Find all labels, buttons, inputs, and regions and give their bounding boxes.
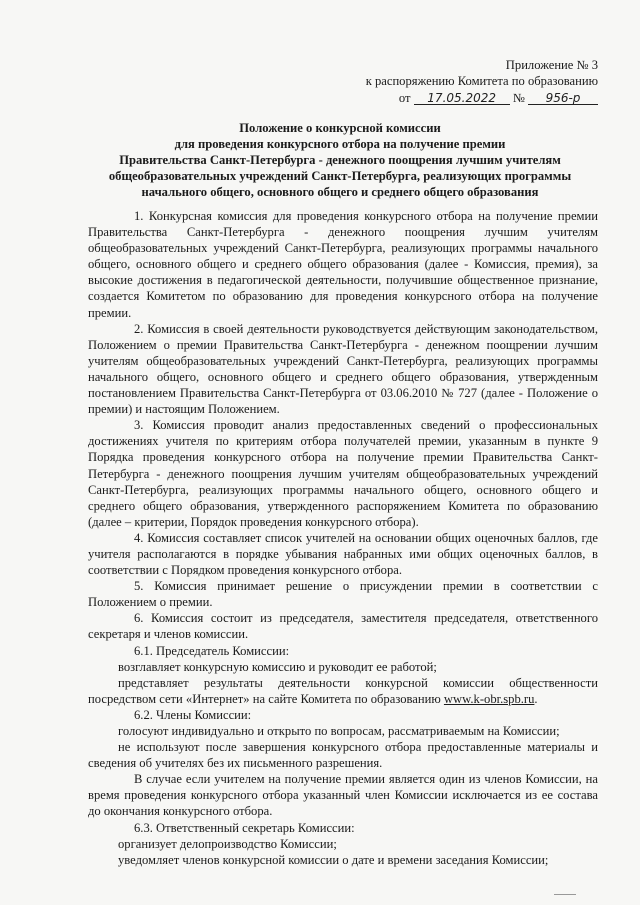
appendix-label: Приложение № 3: [505, 58, 598, 72]
number-label: №: [512, 91, 525, 105]
paragraph-2: 2. Комиссия в своей деятельности руководствуется действующим законодательством, Положением о премии Правительства Санкт-Петербурга - денежном поощрении лучшим учителям общеобразовательных учреждений Санкт-Петербурга, реализующих программы начального общего, основного общего и среднего общего образования, утвержденным постановлением Правительства Санкт-Петербурга от 03.06.2010 № 727 (далее - Положение о премии) и настоящим Положением.: [88, 321, 598, 417]
paragraph-6-2: 6.2. Члены Комиссии:: [134, 707, 252, 722]
paragraph-4: 4. Комиссия составляет список учителей на основании общих оценочных баллов, где учителя располагаются в порядке убывания набранных ими общих оценочных баллов, в соответствии с Порядком проведения конкурсного отбора.: [88, 530, 598, 578]
paragraph-6-3-a: организует делопроизводство Комиссии;: [118, 836, 337, 851]
paragraph-6-1-a: возглавляет конкурсную комиссию и руководит ее работой;: [118, 659, 437, 674]
paragraph-1: 1. Конкурсная комиссия для проведения конкурсного отбора на получение премии Правительства Санкт-Петербурга - денежного поощрения лучшим учителям общеобразовательных учреждений Санкт-Петербурга, реализующих программы начального общего, основного общего и среднего общего образования (далее - Комиссия, премия), за высокие достижения в педагогической деятельности, получившие общественное признание, создается Комитетом по образованию для проведения конкурсного отбора на получение премии.: [88, 209, 598, 320]
title-line-2: для проведения конкурсного отбора на получение премии: [174, 137, 506, 151]
paragraph-5: 5. Комиссия принимает решение о присуждении премии в соответствии с Положением о премии.: [88, 579, 598, 610]
title-line-5: начального общего, основного общего и среднего общего образования: [141, 185, 539, 199]
page-footer-mark: [554, 894, 576, 895]
document-body: [88, 208, 598, 868]
paragraph-6-3: 6.3. Ответственный секретарь Комиссии:: [134, 820, 355, 835]
document-title: [60, 120, 620, 200]
order-reference: к распоряжению Комитета по образованию: [365, 74, 598, 88]
paragraph-6-1-b-text: представляет результаты деятельности конкурсной комиссии общественности посредством сети «Интернет» на сайте Комитета по образованию: [88, 675, 598, 706]
title-line-3: Правительства Санкт-Петербурга - денежного поощрения лучшим учителям: [119, 153, 561, 167]
paragraph-6-2-a: голосуют индивидуально и открыто по вопросам, рассматриваемым на Комиссии;: [118, 724, 560, 738]
committee-website-link[interactable]: www.k-obr.spb.ru: [443, 691, 535, 706]
paragraph-6-2-b: не используют после завершения конкурсного отбора предоставленные материалы и сведения об учителях без их письменного разрешения.: [88, 740, 598, 771]
date-number-line: [399, 90, 598, 106]
title-line-4: общеобразовательных учреждений Санкт-Петербурга, реализующих программы: [108, 169, 572, 183]
paragraph-6-2-c: В случае если учителем на получение премии является один из членов Комиссии, на время проведения конкурсного отбора указанный член Комиссии исключается из ее состава до окончания конкурсного отбора.: [88, 772, 598, 819]
handwritten-date: 17.05.2022: [414, 92, 510, 105]
paragraph-3: 3. Комиссия проводит анализ предоставленных сведений о профессиональных достижениях учителя по критериям отбора получателей премии, указанным в пункте 9 Порядка проведения конкурсного отбора на получение премии Правительства Санкт-Петербурга - денежного поощрения лучшим учителям общеобразовательных учреждений Санкт-Петербурга, реализующих программы начального общего, основного общего и среднего общего образования, утвержденного распоряжением Комитета по образованию (далее – критерии, Порядок проведения конкурсного отбора).: [88, 418, 598, 529]
title-line-1: Положение о конкурсной комиссии: [239, 121, 441, 135]
paragraph-6-1-b-end: .: [534, 691, 538, 706]
paragraph-6-1: 6.1. Председатель Комиссии:: [134, 643, 290, 658]
paragraph-6: 6. Комиссия состоит из председателя, заместителя председателя, ответственного секретаря и членов комиссии.: [88, 611, 598, 642]
from-label: от: [398, 91, 411, 105]
paragraph-6-3-b: уведомляет членов конкурсной комиссии о дате и времени заседания Комиссии;: [118, 852, 549, 867]
handwritten-number: 956-р: [528, 92, 598, 105]
paragraph-6-1-b: [88, 675, 598, 707]
